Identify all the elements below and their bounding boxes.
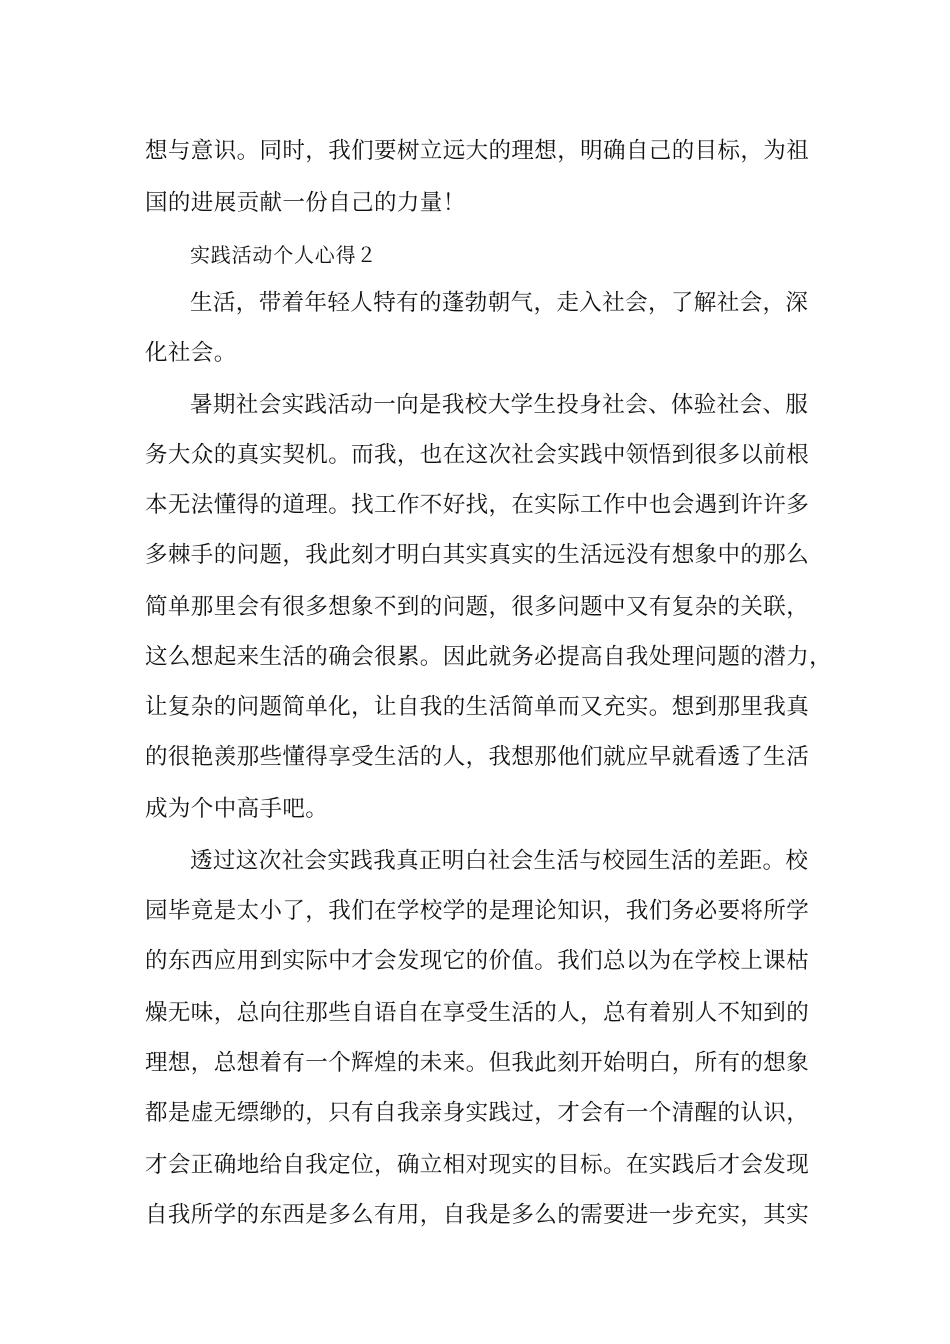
paragraph-line: 暑期社会实践活动一向是我校大学生投身社会、体验社会、服 <box>190 392 809 418</box>
section-heading: 实践活动个人心得２ <box>190 243 378 267</box>
paragraph-line: 都是虚无缥缈的，只有自我亲身实践过，才会有一个清醒的认识， <box>145 1100 810 1126</box>
paragraph-line: 国的进展贡献一份自己的力量！ <box>145 190 466 216</box>
paragraph-line: 燥无味，总向往那些自语自在享受生活的人，总有着别人不知到的 <box>145 1000 810 1026</box>
paragraph-line: 这么想起来生活的确会很累。因此就务必提高自我处理问题的潜力， <box>145 644 833 670</box>
paragraph-line: 化社会。 <box>145 340 237 366</box>
paragraph-line: 才会正确地给自我定位，确立相对现实的目标。在实践后才会发现 <box>145 1152 810 1178</box>
paragraph-line: 本无法懂得的道理。找工作不好找，在实际工作中也会遇到许许多 <box>145 492 810 518</box>
paragraph-line: 园毕竟是太小了，我们在学校学的是理论知识，我们务必要将所学 <box>145 898 810 924</box>
paragraph-line: 多棘手的问题，我此刻才明白其实真实的生活远没有想象中的那么 <box>145 542 810 568</box>
paragraph-line: 生活，带着年轻人特有的蓬勃朝气，走入社会，了解社会，深 <box>190 290 809 316</box>
paragraph-line: 简单那里会有很多想象不到的问题，很多问题中又有复杂的关联， <box>145 594 810 620</box>
paragraph-line: 自我所学的东西是多么有用，自我是多么的需要进一步充实，其实 <box>145 1202 810 1228</box>
paragraph-line: 务大众的真实契机。而我，也在这次社会实践中领悟到很多以前根 <box>145 442 810 468</box>
paragraph-line: 想与意识。同时，我们要树立远大的理想，明确自己的目标，为祖 <box>145 138 810 164</box>
paragraph-line: 的很艳羡那些懂得享受生活的人，我想那他们就应早就看透了生活 <box>145 744 810 770</box>
paragraph-line: 的东西应用到实际中才会发现它的价值。我们总以为在学校上课枯 <box>145 948 810 974</box>
paragraph-line: 成为个中高手吧。 <box>145 796 329 822</box>
paragraph-line: 让复杂的问题简单化，让自我的生活简单而又充实。想到那里我真 <box>145 694 810 720</box>
paragraph-line: 理想，总想着有一个辉煌的未来。但我此刻开始明白，所有的想象 <box>145 1050 810 1076</box>
paragraph-line: 透过这次社会实践我真正明白社会生活与校园生活的差距。校 <box>190 848 809 874</box>
